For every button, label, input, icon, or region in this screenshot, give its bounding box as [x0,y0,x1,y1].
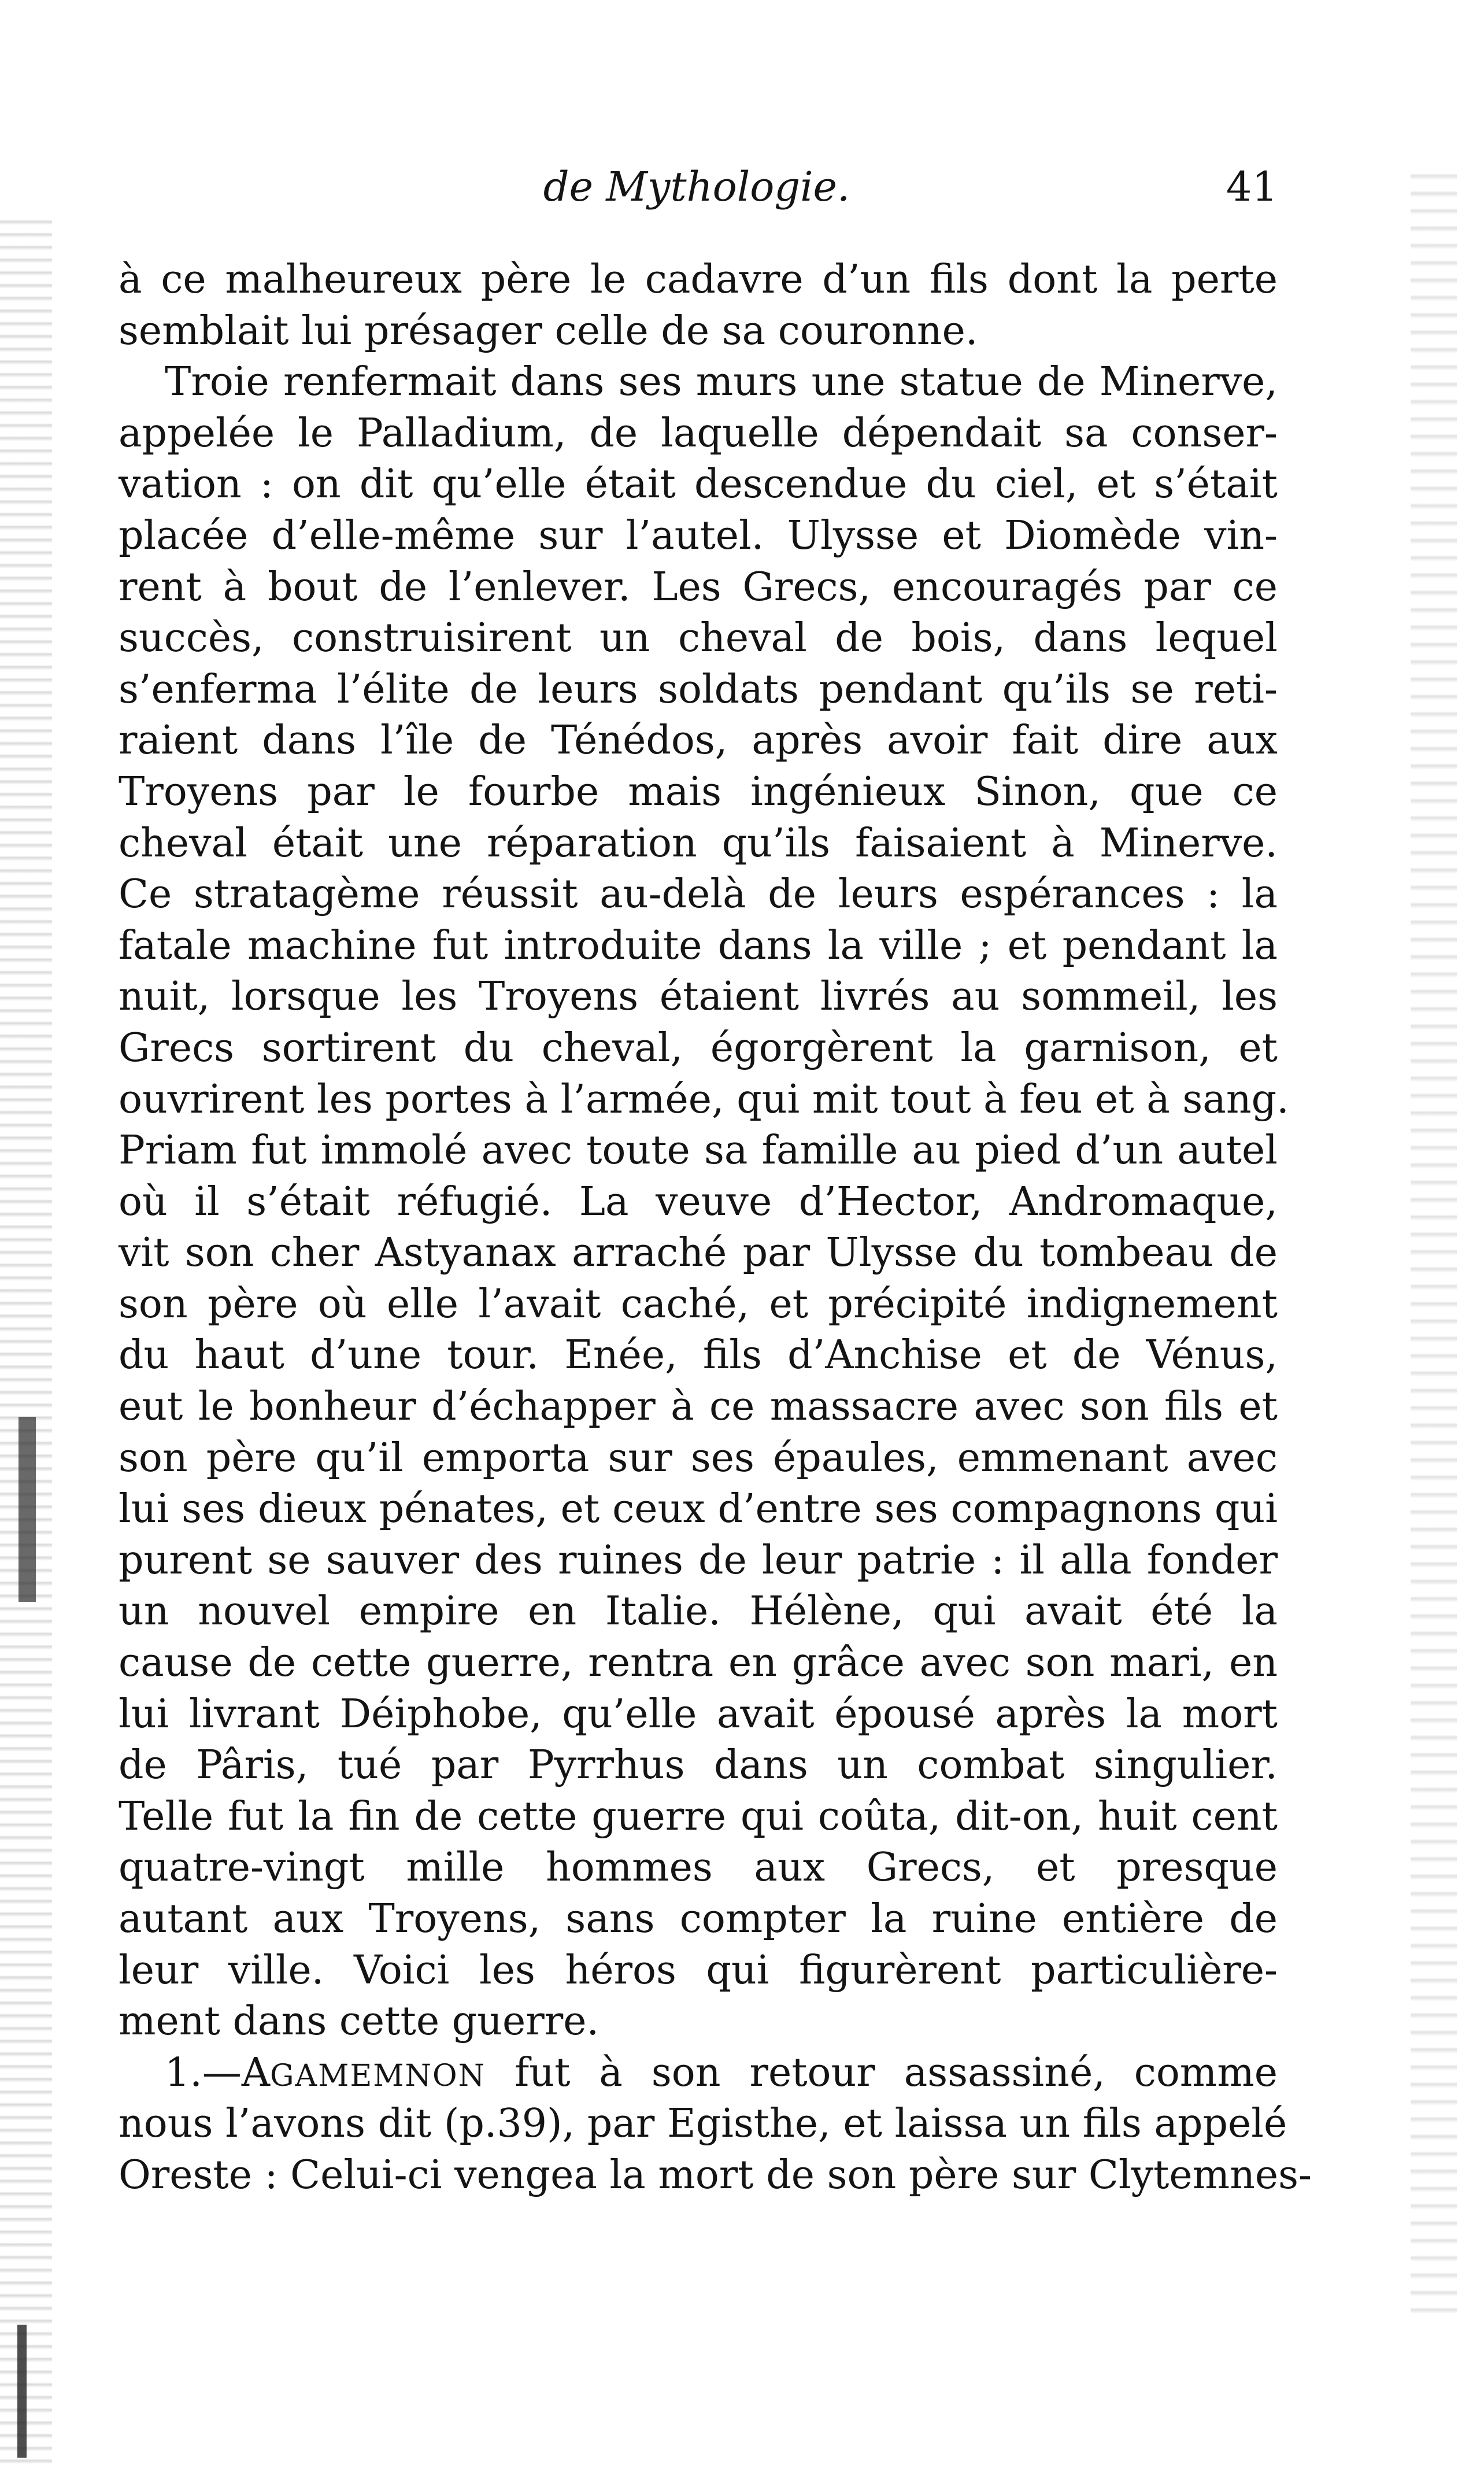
text-line: où il s’était réfugié. La veuve d’Hector, Andromaque, [119,1179,1278,1225]
text-line: Ce stratagème réussit au-delà de leurs espérances : la [119,871,1278,918]
text-line: son père où elle l’avait caché, et précipité indignement [119,1281,1278,1327]
text-line: de Pâris, tué par Pyrrhus dans un combat singulier. [119,1742,1278,1789]
text-line: Troie renfermait dans ses murs une statue de Minerve, [165,359,1278,405]
text-line: leur ville. Voici les héros qui figurèrent particulière- [119,1947,1278,1993]
text-line: du haut d’une tour. Enée, fils d’Anchise et de Vénus, [119,1332,1278,1379]
text-line: semblait lui présager celle de sa couronne. [119,308,978,354]
running-title: de Mythologie. [543,163,850,210]
binding-edge-shadow [0,220,52,2463]
text-line: raient dans l’île de Ténédos, après avoir fait dire aux [119,718,1278,764]
page-edge-shadow [1411,173,1457,2313]
text-line: purent se sauver des ruines de leur patrie : il alla fonder [119,1537,1278,1583]
running-head [116,161,1278,213]
text-line: fatale machine fut introduite dans la ville ; et pendant la [119,922,1278,969]
text-line: vit son cher Astyanax arraché par Ulysse du tombeau de [119,1230,1278,1276]
text-line: Grecs sortirent du cheval, égorgèrent la garnison, et [119,1025,1278,1071]
entry-text: fut à son retour assassiné, comme [486,2049,1278,2096]
text-line: lui ses dieux pénates, et ceux d’entre ses compagnons qui [119,1486,1278,1532]
text-line: Telle fut la fin de cette guerre qui coûta, dit-on, huit cent [119,1793,1278,1839]
text-line: cause de cette guerre, rentra en grâce avec son mari, en [119,1640,1278,1686]
text-line: lui livrant Déiphobe, qu’elle avait épousé après la mort [119,1691,1278,1737]
text-line: ouvrirent les portes à l’armée, qui mit tout à feu et à sang. [119,1076,1289,1122]
text-line: succès, construisirent un cheval de bois, dans lequel [119,615,1278,662]
text-line: autant aux Troyens, sans compter la ruine entière de [119,1896,1278,1942]
text-line: s’enferma l’élite de leurs soldats pendant qu’ils se reti- [119,666,1278,712]
text-line: nuit, lorsque les Troyens étaient livrés au sommeil, les [119,974,1278,1020]
entry-name: GAMEMNON [270,2058,486,2093]
text-line: Priam fut immolé avec toute sa famille au pied d’un autel [119,1128,1278,1174]
text-line: vation : on dit qu’elle était descendue du ciel, et s’était [119,461,1278,508]
text-line: appelée le Palladium, de laquelle dépendait sa conser- [119,410,1278,456]
text-line: son père qu’il emporta sur ses épaules, emmenant avec [119,1435,1278,1481]
text-line: eut le bonheur d’échapper à ce massacre avec son fils et [119,1384,1278,1430]
entry-number: 1.—A [165,2049,270,2096]
text-line: placée d’elle-même sur l’autel. Ulysse et Diomède vin- [119,512,1278,559]
text-line: à ce malheureux père le cadavre d’un fils dont la perte [119,257,1278,302]
text-line: Oreste : Celui-ci vengea la mort de son père sur Clytemnes- [119,2152,1312,2198]
text-line: cheval était une réparation qu’ils faisaient à Minerve. [119,820,1278,866]
text-line: ment dans cette guerre. [119,1999,599,2045]
text-line: rent à bout de l’enlever. Les Grecs, encouragés par ce [119,564,1278,610]
text-line: un nouvel empire en Italie. Hélène, qui avait été la [119,1589,1278,1635]
text-line: quatre-vingt mille hommes aux Grecs, et presque [119,1845,1278,1891]
text-line: Troyens par le fourbe mais ingénieux Sinon, que ce [119,769,1278,815]
text-line: nous l’avons dit (p.39), par Egisthe, et laissa un fils appelé [119,2101,1287,2147]
binding-edge-mark [17,2325,27,2458]
page-number: 41 [1226,163,1278,210]
binding-edge-mark [18,1417,36,1602]
text-line [119,2048,1278,2099]
body-text [119,254,1312,2201]
